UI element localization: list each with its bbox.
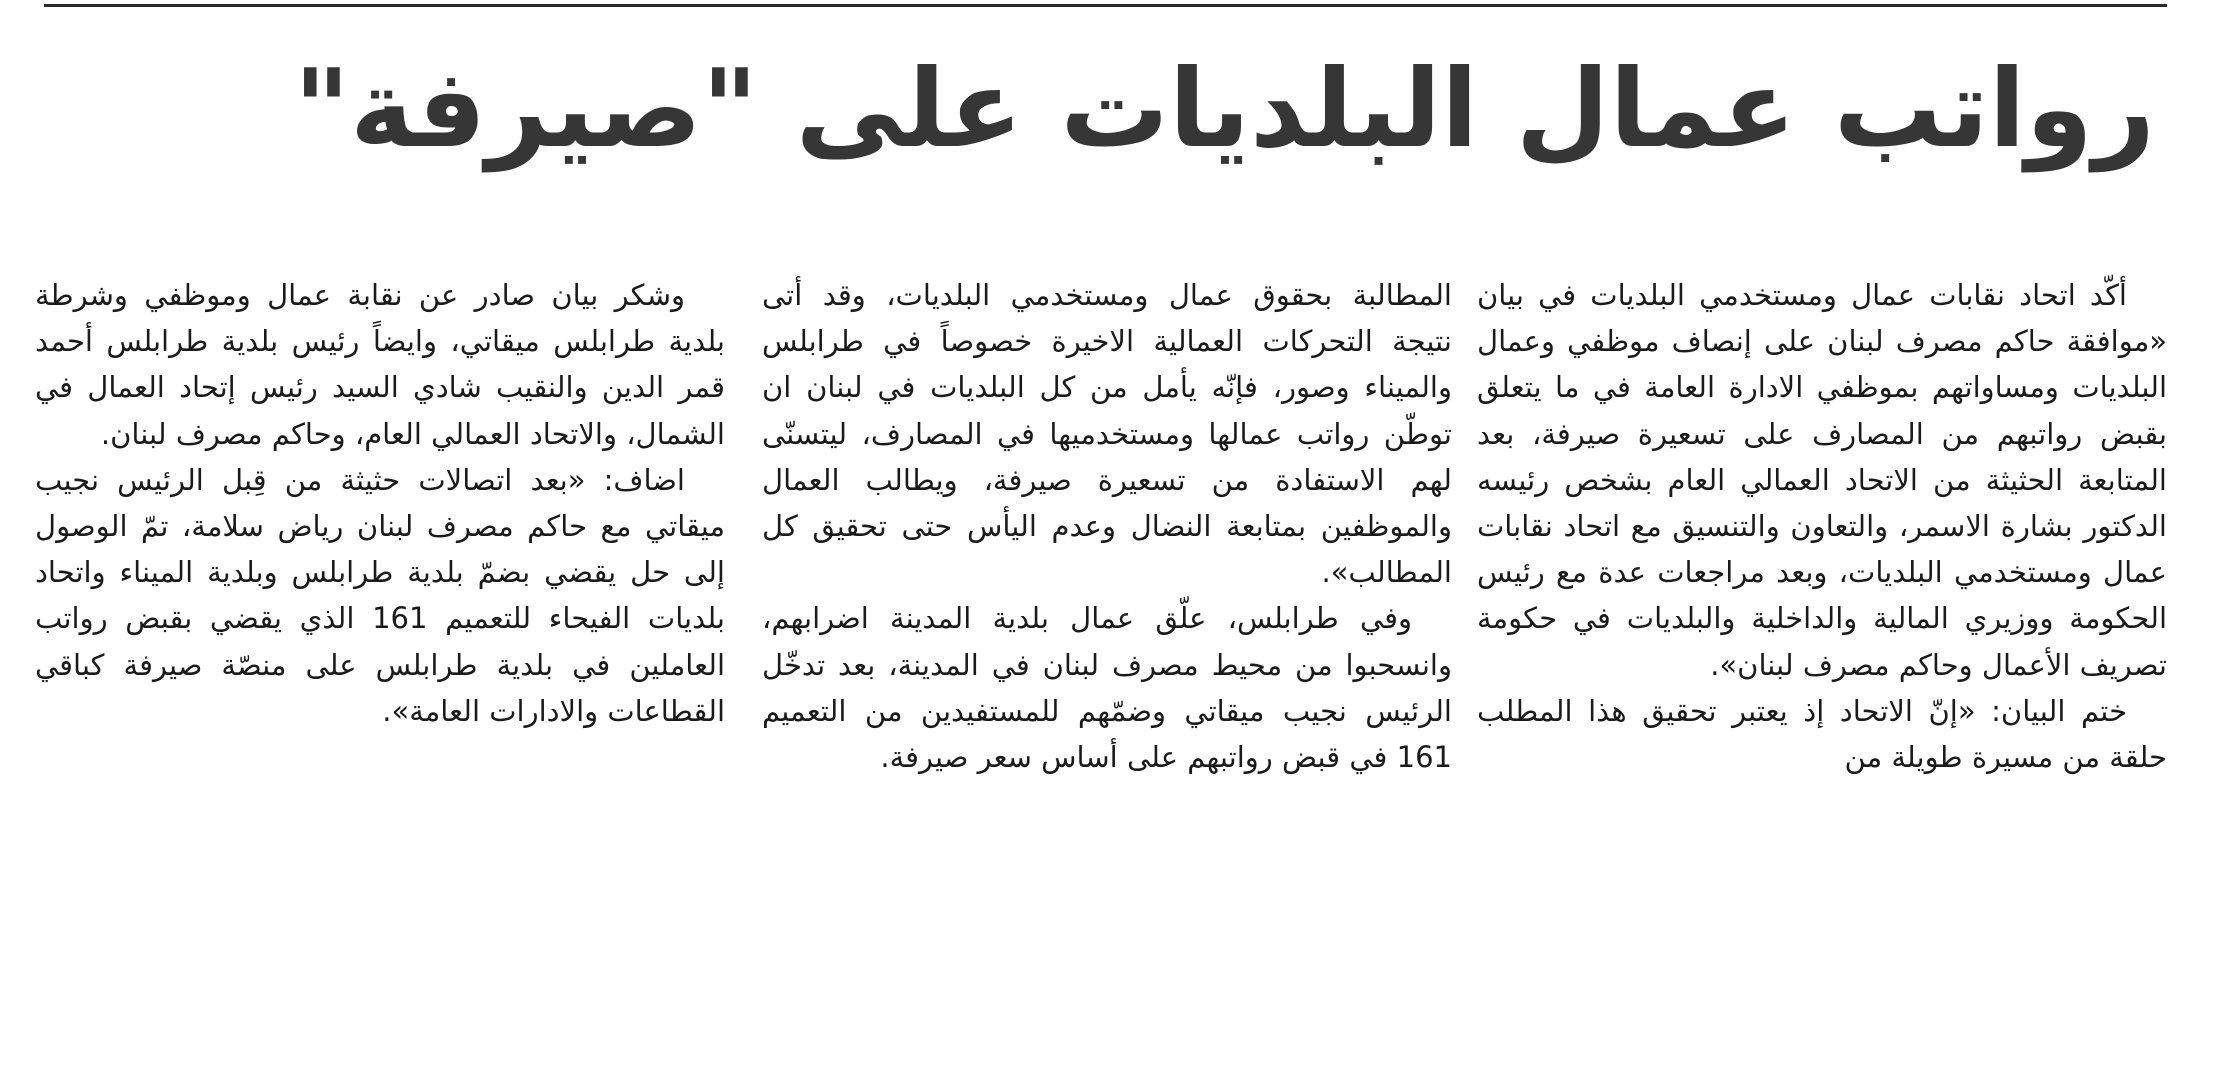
article-column-3 bbox=[35, 272, 725, 734]
column-1-paragraph-2: ختم البيان: «إنّ الاتحاد إذ يعتبر تحقيق هذا المطلب حلقة من مسيرة طويلة من bbox=[1477, 693, 2167, 775]
article-column-1 bbox=[1477, 272, 2167, 780]
column-1-paragraph-1: أكّد اتحاد نقابات عمال ومستخدمي البلديات في بيان «موافقة حاكم مصرف لبنان على إنصاف موظفي وعمال البلديات ومساواتهم بموظفي الادارة العامة في ما يتعلق بقبض رواتبهم من المصارف على تسعيرة صيرفة، بعد المتابعة الحثيثة من الاتحاد العمالي العام بشخص رئيسه الدكتور بشارة الاسمر، والتعاون والتنسيق مع اتحاد نقابات عمال ومستخدمي البلديات، وبعد مراجعات عدة مع رئيس الحكومة ووزيري المالية والداخلية والبلديات في حكومة تصريف الأعمال وحاكم مصرف لبنان». bbox=[1477, 278, 2167, 682]
column-3-paragraph-1: وشكر بيان صادر عن نقابة عمال وموظفي وشرطة بلدية طرابلس ميقاتي، وايضاً رئيس بلدية طرابلس أحمد قمر الدين والنقيب شادي السيد رئيس إتحاد العمال في الشمال، والاتحاد العمالي العام، وحاكم مصرف لبنان. bbox=[35, 278, 725, 451]
column-3-paragraph-2: اضاف: «بعد اتصالات حثيثة من قِبل الرئيس نجيب ميقاتي مع حاكم مصرف لبنان رياض سلامة، تمّ الوصول إلى حل يقضي بضمّ بلدية طرابلس وبلدية الميناء واتحاد بلديات الفيحاء للتعميم 161 الذي يقضي بقبض رواتب العاملين في بلدية طرابلس على منصّة صيرفة كباقي القطاعات والادارات العامة». bbox=[35, 462, 725, 728]
top-divider bbox=[44, 4, 2167, 7]
article-column-2 bbox=[762, 272, 1452, 780]
article-headline: رواتب عمال البلديات على "صيرفة" bbox=[293, 47, 2155, 172]
column-2-paragraph-2: وفي طرابلس، علّق عمال بلدية المدينة اضرابهم، وانسحبوا من محيط مصرف لبنان في المدينة، بعد تدخّل الرئيس نجيب ميقاتي وضمّهم للمستفيدين من التعميم 161 في قبض رواتبهم على أساس سعر صيرفة. bbox=[762, 601, 1452, 775]
column-2-paragraph-1: المطالبة بحقوق عمال ومستخدمي البلديات، وقد أتى نتيجة التحركات العمالية الاخيرة خصوصاً في طرابلس والميناء وصور، فإنّه يأمل من كل البلديات في لبنان ان توطّن رواتب عمالها ومستخدميها في المصارف، ليتسنّى لهم الاستفادة من تسعيرة صيرفة، ويطالب العمال والموظفين بمتابعة النضال وعدم اليأس حتى تحقيق كل المطالب». bbox=[762, 278, 1452, 590]
